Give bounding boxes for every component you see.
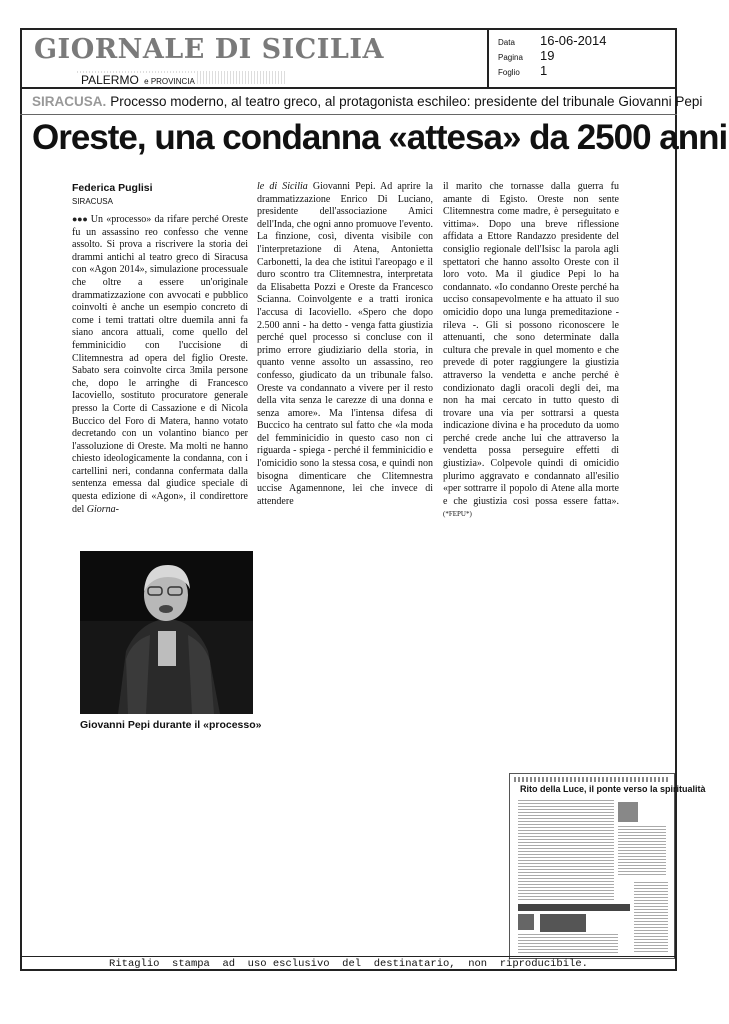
masthead-city: PALERMO — [81, 73, 139, 87]
kicker-divider — [20, 114, 677, 115]
speaker-photo-icon — [80, 551, 253, 714]
article-column-3 — [443, 181, 619, 521]
footer-divider — [20, 956, 677, 957]
article-kicker — [32, 94, 702, 109]
column-2-italic: le di Sicilia — [257, 181, 308, 192]
article-headline: Oreste, una condanna «attesa» da 2500 anni — [32, 118, 728, 157]
article-column-1 — [72, 213, 248, 516]
masthead — [22, 30, 489, 87]
column-2-text: Giovanni Pepi. Ad aprire la drammatizzazione Enrico Di Luciano, presidente dell'associazione Amici dell'Inda, che ogni anno promuove l'evento. La finzione, così, diventa visibile con l'interpretazione di Atena, Antonietta Carbonetti, la dea che istituì l'areopago e il duro scontro tra Clitemnestra, interpretata da Elisabetta Pozzi e Oreste da Francesco Scianna. Coinvolgente e a tratti ironica l'accusa di Iacoviello. «Spero che dopo 2.500 anni - ha detto - venga fatta giustizia perché quel processo si concluse con il primo errore giudiziario della storia, in quanto venne assolto un assassino, reo confesso, giudicato da un tribunale falso. Oreste va condannato a vivere per il resto della vita senza le carezze di una donna e senza amore». Ma l'intensa difesa di Buccico ha centrato sul fatto che «la moda del femminicidio in questo caso non ci riguarda - spiega - perché il femminicidio e l'omicidio sono la stessa cosa, e quindi non bisogna dimenticare che Clitemnestra uccise Agamennone, lei che invece di attendere — [257, 181, 433, 507]
kicker-place: SIRACUSA. — [32, 94, 107, 109]
masthead-edition — [77, 71, 287, 87]
newspaper-logo: GIORNALE DI SICILIA — [34, 34, 384, 65]
article-author: Federica Puglisi — [72, 182, 153, 194]
thumbnail-image — [518, 914, 534, 930]
column-3-text: il marito che tornasse dalla guerra fu amante di Egisto. Oreste non sente Clitemnestra come madre, è perseguitato e vittima». Dopo una breve riflessione affidata a Ettore Randazzo presidente del consiglio regionale dell'Isisc la parola agli spettatori che hanno assolto Oreste con il loro voto. Ma il giudice Pepi lo ha condannato. «Io condanno Oreste perché ha ucciso consapevolmente e ha attuato il suo omicidio dopo una lunga premeditazione - rileva -. Gli si possono riconoscere le attenuanti, che sono determinate dalla cultura che prevale in quel momento e che prevede di poter raggiungere la giustizia attraverso la vendetta e anche perché è condizionato dagli oracoli degli dei, ma non ha mai cercato in tutto questo di trovare una via per sottrarsi a questa indicazione divina e ha proceduto da uomo perché crede anche lui che attraverso la vendetta possa perseguire effetti di giustizia». Colpevole quindi di omicidio plurimo aggravato e condannato all'esilio «per sottrarre il popolo di Atene alla morte e che giustizia così possa essere fatta». — [443, 181, 619, 507]
footer-notice: Ritaglio stampa ad uso esclusivo del destinatario, non riproducibile. — [109, 958, 588, 970]
page-value: 19 — [540, 48, 555, 63]
photo-caption: Giovanni Pepi durante il «processo» — [80, 719, 262, 731]
thumbnail-bar — [518, 904, 630, 911]
sheet-label: Foglio — [498, 68, 520, 77]
bullet-marker: ●●● — [72, 214, 88, 224]
author-signature: (*FEPU*) — [443, 510, 472, 519]
date-label: Data — [498, 38, 515, 47]
sheet-value: 1 — [540, 63, 548, 78]
article-location: SIRACUSA — [72, 197, 113, 206]
thumbnail-text-block — [518, 800, 614, 900]
thumbnail-image — [540, 914, 586, 932]
thumbnail-text-block — [518, 934, 618, 954]
column-1-italic: Giorna- — [86, 503, 119, 515]
clipping-meta — [498, 33, 607, 78]
thumbnail-text-block — [634, 882, 668, 952]
kicker-text: Processo moderno, al teatro greco, al protagonista eschileo: presidente del tribunale Giovanni Pepi — [110, 94, 703, 109]
thumbnail-text-block — [618, 826, 666, 876]
thumbnail-title: Rito della Luce, il ponte verso la spiritualità — [520, 784, 706, 794]
article-column-2 — [257, 181, 433, 508]
date-value: 16-06-2014 — [540, 33, 607, 48]
masthead-divider — [20, 87, 677, 89]
thumbnail-masthead — [514, 777, 670, 782]
article-photo — [80, 551, 253, 714]
page-label: Pagina — [498, 53, 523, 62]
masthead-province: e PROVINCIA — [144, 77, 195, 86]
column-1-text: Un «processo» da rifare perché Oreste fu un assassino reo confesso che venne assolto. Si prova a riscrivere la storia dei drammi antichi al teatro greco di Siracusa con «Agon 2014», simulazione processuale che oltre a essere un'originale drammatizzazione con avvocati e pubblico coinvolti è anche un esempio concreto di come i temi trattati oltre duemila anni fa siano ancora attuali, come quello del femminicidio con l'uccisione di Clitemnestra ad opera del figlio Oreste. Sabato sera coinvolte circa 3mila persone che, dopo le arringhe di Francesco Iacoviello, sostituto procuratore generale presso la Corte di Cassazione e di Nicola Buccico del Foro di Matera, hanno votato decretando con un volantino bianco per l'assoluzione di Oreste. Ma molti ne hanno chiesto ideologicamente la condanna, con i cartellini neri, condanna confermata dalla sentenza emessa dal giudice speciale di questa edizione di «Agon», il condirettore del — [72, 214, 249, 515]
page-thumbnail — [509, 773, 706, 959]
thumbnail-image — [618, 802, 638, 822]
